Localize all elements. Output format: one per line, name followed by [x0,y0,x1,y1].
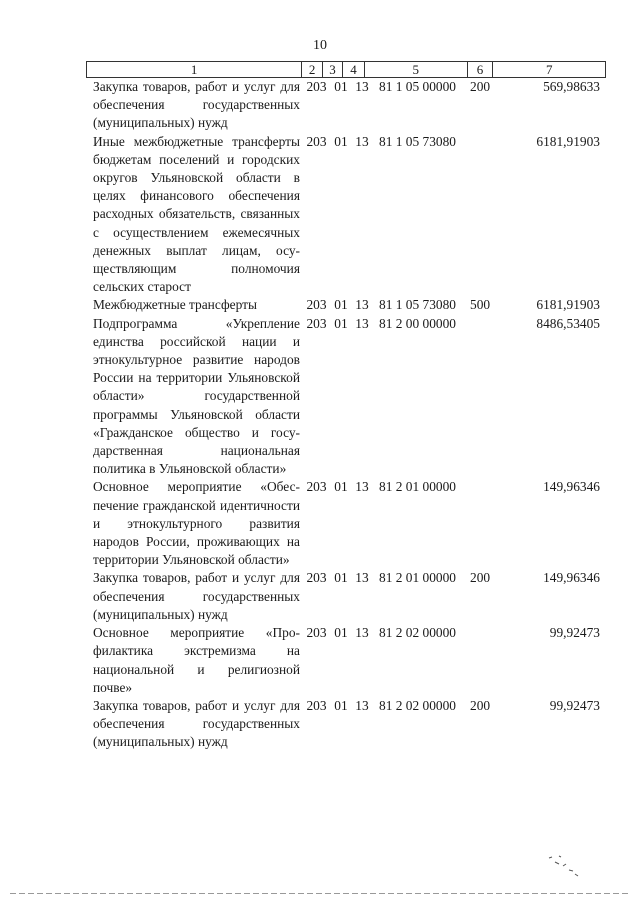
row-vr: 200 [470,697,491,713]
row-sum: 6181,91903 [536,297,600,313]
row-rz: 01 [334,479,348,495]
row-sum: 149,96346 [543,479,600,495]
row-sum: 149,96346 [543,570,600,586]
table-row [86,569,606,624]
row-csr: 81 2 01 00000 [379,570,456,586]
row-pr: 13 [355,133,369,149]
table-row [86,78,606,133]
row-pr: 13 [355,625,369,641]
row-pr: 13 [355,697,369,713]
row-csr: 81 2 00 00000 [379,315,456,331]
row-pr: 13 [355,570,369,586]
column-header-7: 7 [545,62,553,77]
row-name: Закупка товаров, работ и услуг для обеспечения государственных (муниципальных) нужд [93,570,300,622]
row-vr: 500 [470,297,491,313]
table-row [86,296,606,314]
row-csr: 81 2 02 00000 [379,697,456,713]
row-csr: 81 2 02 00000 [379,625,456,641]
table-row [86,478,606,569]
row-gr: 203 [306,697,327,713]
row-name: Иные межбюджетные трансферты бюджетам поселений и городских округов Ульяновской области в целях финансового обеспечения расходных обязательств, связанных с осуществлением ежемесячных денежных выплат лицам, осуществляющим полномочия сельских старост [93,133,300,295]
row-name: Подпрограмма «Укрепление единства российской нации и этнокультурное развитие народов России на территории Ульяновской области» государственной программы Ульяновской области «Гражданское общество и государственная национальная политика в Ульяновской области» [93,315,300,477]
row-name: Межбюджетные трансферты [93,297,257,313]
row-gr: 203 [306,625,327,641]
row-sum: 99,92473 [549,625,600,641]
row-name: Закупка товаров, работ и услуг для обеспечения государственных (муниципальных) нужд [93,697,300,750]
row-rz: 01 [334,79,348,94]
row-vr: 200 [470,79,491,94]
row-pr: 13 [355,315,369,331]
row-vr: 200 [470,570,491,586]
row-sum: 99,92473 [549,697,600,713]
page-number: 10 [313,38,327,53]
table-row [86,133,606,297]
row-pr: 13 [355,297,369,313]
column-header-6: 6 [468,62,494,77]
table-row [86,624,606,697]
column-header-5: 5 [365,62,468,77]
row-rz: 01 [334,315,348,331]
row-rz: 01 [334,133,348,149]
table-row [86,697,606,752]
row-gr: 203 [306,79,327,94]
budget-table [86,61,606,752]
row-sum: 569,98633 [543,79,600,94]
table-row [86,315,606,479]
row-sum: 6181,91903 [536,133,600,149]
row-csr: 81 1 05 73080 [379,297,456,313]
row-gr: 203 [306,133,327,149]
row-gr: 203 [306,479,327,495]
column-header-2: 2 [302,62,323,77]
row-csr: 81 1 05 73080 [379,133,456,149]
scan-speck-marks [545,850,585,880]
row-rz: 01 [334,697,348,713]
row-name: Закупка товаров, работ и услуг для обеспечения государственных (муниципальных) нужд [93,79,300,131]
row-sum: 8486,53405 [536,315,600,331]
scan-bottom-edge [10,893,630,894]
row-csr: 81 2 01 00000 [379,479,456,495]
row-pr: 13 [355,479,369,495]
row-name: Основное мероприятие «Обеспечение гражданской идентичности и этнокультурного развития народов России, проживающих на территории Ульяновской области» [93,479,300,568]
row-gr: 203 [306,315,327,331]
column-header-1: 1 [87,62,302,77]
row-gr: 203 [306,297,327,313]
row-name: Основное мероприятие «Профилактика экстремизма на национальной и религиозной почве» [93,625,300,695]
row-rz: 01 [334,570,348,586]
row-rz: 01 [334,625,348,641]
table-header [86,61,606,78]
row-csr: 81 1 05 00000 [379,79,456,94]
row-rz: 01 [334,297,348,313]
column-header-4: 4 [343,62,365,77]
row-pr: 13 [355,79,369,94]
row-gr: 203 [306,570,327,586]
column-header-3: 3 [323,62,343,77]
